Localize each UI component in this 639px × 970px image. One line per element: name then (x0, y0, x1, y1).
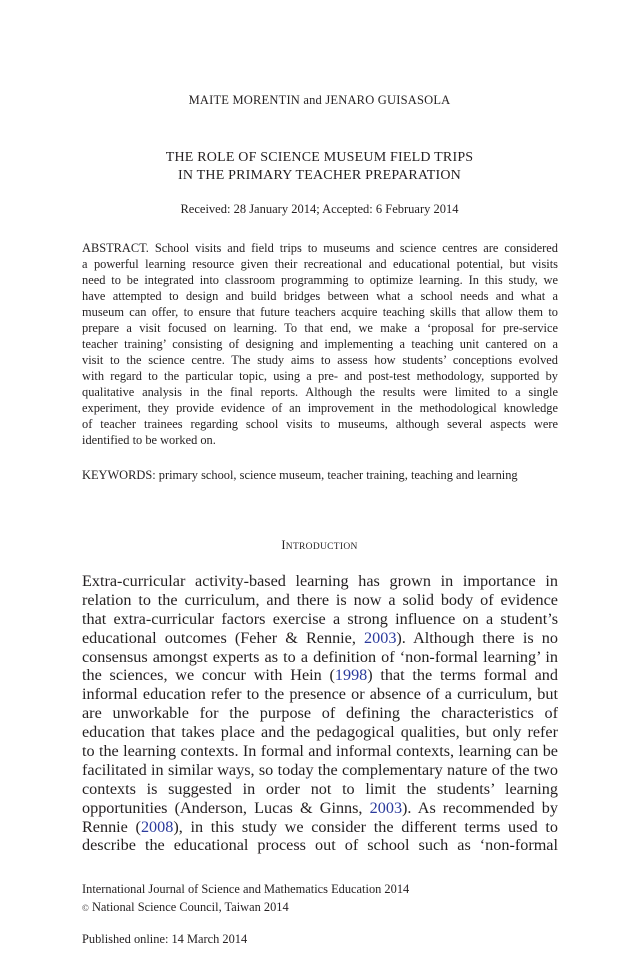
body-text-segment: ), in this study we consider the different terms used to (173, 817, 558, 836)
body-line (82, 591, 558, 610)
citation-link[interactable]: 1998 (334, 666, 368, 685)
abstract-line: have attempted to design and build bridges between what a school needs and what a (82, 289, 558, 303)
body-text-segment: educational outcomes (Feher & Rennie, (82, 628, 365, 647)
body-text-segment: opportunities (Anderson, Lucas & Ginns, (82, 798, 370, 817)
published-date: Published online: 14 March 2014 (82, 932, 248, 946)
copyright-symbol: © (82, 903, 89, 913)
body-text-segment: the sciences, we concur with Hein ( (82, 666, 335, 685)
copyright (82, 898, 409, 917)
paper-title (0, 149, 639, 185)
body-text (82, 572, 558, 855)
body-text-segment: contexts is suggested in order not to limit the students’ learning (82, 779, 558, 798)
body-line (82, 648, 558, 667)
abstract-line: identified to be worked on. (82, 433, 216, 447)
abstract-line: teacher training’ consisting of designing and implementing a teaching unit cantered on a (82, 337, 558, 351)
body-text-segment: ). Although there is no (396, 628, 558, 647)
copyright-text: National Science Council, Taiwan 2014 (88, 900, 289, 914)
body-text-segment: ) that the terms formal and (367, 666, 558, 685)
body-text-segment: to the learning contexts. In formal and informal contexts, learning can be (82, 742, 558, 761)
body-line (82, 818, 558, 837)
body-line (82, 666, 558, 685)
body-line (82, 723, 558, 742)
body-line (82, 610, 558, 629)
abstract-line: qualitative analysis in the final reports. Although the results were limited to a single (82, 385, 558, 399)
body-line (82, 685, 558, 704)
body-line (82, 629, 558, 648)
body-line (82, 780, 558, 799)
abstract-line: ABSTRACT. School visits and field trips to museums and science centres are considered (82, 241, 558, 255)
heading-rest: NTRODUCTION (285, 542, 358, 552)
body-line (82, 572, 558, 591)
body-text-segment: relation to the curriculum, and there is now a solid body of evidence (82, 590, 558, 609)
body-text-segment: facilitated in similar ways, so today the complementary nature of the two (82, 760, 558, 779)
citation-link[interactable]: 2008 (140, 817, 174, 836)
body-text-segment: are unworkable for the purpose of defining the characteristics of (82, 704, 558, 723)
abstract-line: a powerful learning resource given their recreational and educational potential, but visits (82, 257, 558, 271)
keywords: KEYWORDS: primary school, science museum, teacher training, teaching and learning (82, 468, 518, 482)
abstract-line: visit to the science centre. The study aims to assess how students’ conceptions evolved (82, 353, 558, 367)
body-text-segment: Rennie ( (82, 817, 141, 836)
abstract-line: with regard to the particular topic, using a pre- and post-test methodology, supported by (82, 369, 558, 383)
received-accepted-dates: Received: 28 January 2014; Accepted: 6 February 2014 (180, 202, 459, 216)
abstract (82, 240, 558, 448)
body-line (82, 742, 558, 761)
abstract-line: experiment, they provide evidence of an improvement in the methodological knowledge (82, 401, 558, 415)
body-text-segment: consensus amongst experts as to a definition of ‘non-formal learning’ in (82, 647, 558, 666)
body-text-segment: that extra-curricular factors exercise a strong influence on a student’s (82, 609, 558, 628)
abstract-line: of teacher trainees regarding school visits to museums, although several aspects were (82, 417, 558, 431)
abstract-line: museum can offer, to ensure that future teachers acquire teaching skills that allow them to (82, 305, 558, 319)
body-line (82, 761, 558, 780)
body-text-segment: describe the educational process out of school such as ‘non-formal (82, 836, 558, 855)
body-text-segment: ). As recommended by (402, 798, 558, 817)
citation-link[interactable]: 2003 (369, 798, 403, 817)
body-text-segment: Extra-curricular activity-based learning has grown in importance in (82, 572, 558, 590)
body-text-segment: informal education refer to the presence or absence of a curriculum, but (82, 685, 558, 704)
heading-initial: I (281, 538, 286, 552)
citation-link[interactable]: 2003 (364, 628, 397, 647)
body-line (82, 704, 558, 723)
body-line (82, 799, 558, 818)
journal-name: International Journal of Science and Mathematics Education 2014 (82, 882, 410, 896)
authors: MAITE MORENTIN and JENARO GUISASOLA (188, 93, 451, 107)
body-text-segment: education that takes place and the pedagogical qualities, but only refer (82, 723, 558, 742)
title-line: IN THE PRIMARY TEACHER PREPARATION (178, 168, 461, 183)
footer (82, 880, 409, 917)
body-line (82, 836, 558, 855)
section-heading-introduction (0, 538, 639, 553)
abstract-line: need to be integrated into classroom programming to optimize learning. In this study, we (82, 273, 558, 287)
abstract-line: prepare a visit focused on learning. To that end, we make a ‘proposal for pre-service (82, 321, 558, 335)
title-line: THE ROLE OF SCIENCE MUSEUM FIELD TRIPS (165, 150, 474, 165)
